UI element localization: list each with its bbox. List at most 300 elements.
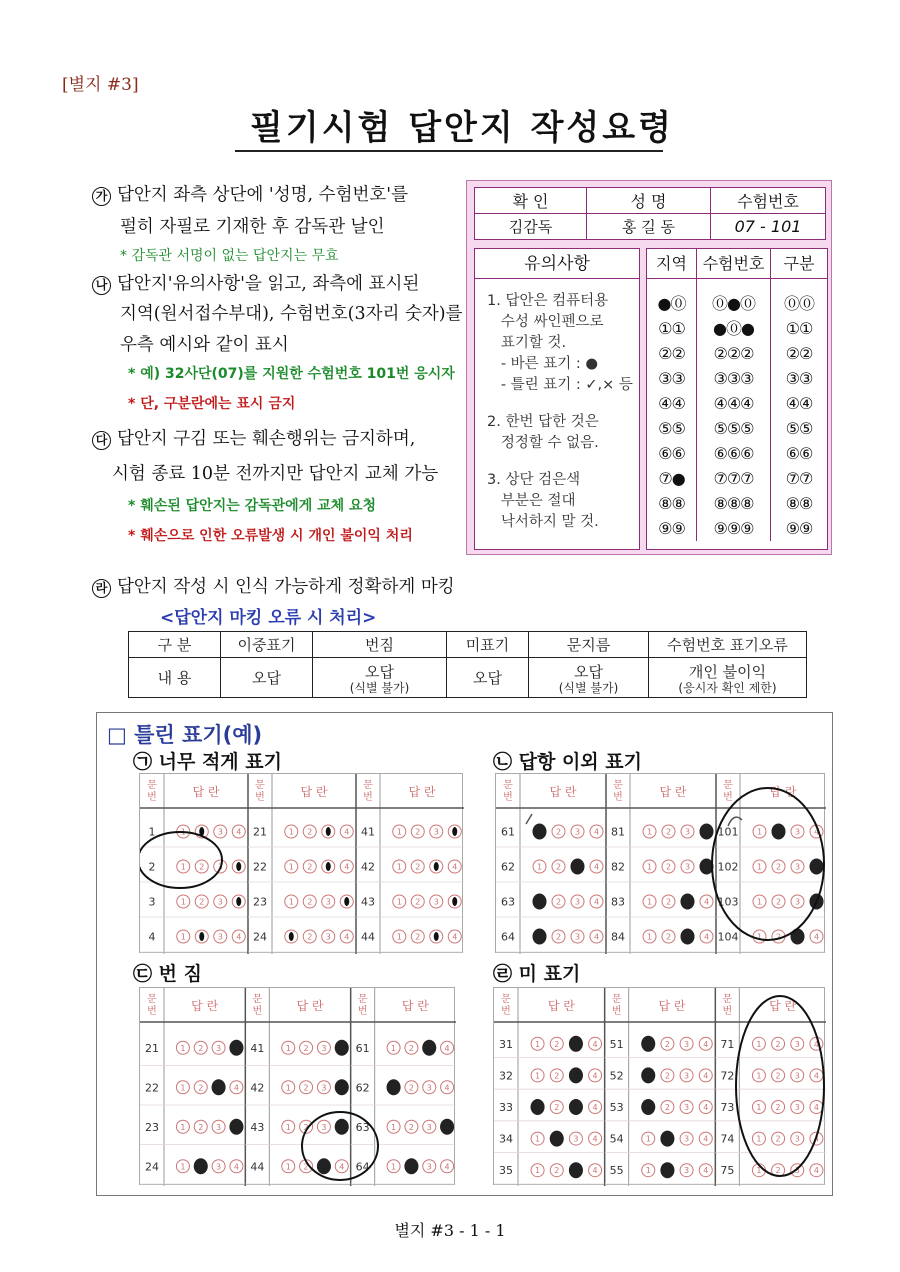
page-footer: 별지 #3 - 1 - 1 <box>394 1221 506 1240</box>
bubble-digit: 1 <box>180 897 186 907</box>
small-mark <box>326 827 331 836</box>
err-h-num: 수험번호 표기오류 <box>649 632 807 658</box>
bubble-digit: 4 <box>813 1071 819 1081</box>
bubble-digit: 3 <box>216 1043 222 1053</box>
bubble-digit: 2 <box>555 862 562 872</box>
bubble-digit: 2 <box>307 862 313 872</box>
bubble-row: ④④ <box>785 394 813 413</box>
bubble-row: ⑥⑥ <box>658 444 685 463</box>
filled-mark <box>791 929 805 945</box>
col-num-header: 문 <box>503 780 513 791</box>
err-r-rub-sub: (식별 불가) <box>558 680 619 695</box>
bubble-digit: 2 <box>554 1103 560 1112</box>
bubble-digit: 4 <box>703 1039 709 1049</box>
bubble-digit: 1 <box>391 1043 397 1053</box>
bubble-digit: 2 <box>665 897 672 907</box>
question-number: 83 <box>611 895 625 909</box>
bubble-digit: 4 <box>344 932 350 942</box>
bubble-digit: 1 <box>756 1039 762 1049</box>
filled-mark <box>229 1119 243 1135</box>
bubble-digit: 4 <box>703 1134 709 1144</box>
col-answer-header: 답 란 <box>549 785 577 799</box>
bubble-digit: 2 <box>555 932 562 942</box>
col-num-header: 문 <box>613 780 623 791</box>
small-mark <box>236 862 241 871</box>
filled-mark <box>569 1099 583 1115</box>
filled-mark <box>387 1079 401 1095</box>
bubble-digit: 3 <box>794 1039 800 1049</box>
col-num-header: 번 <box>722 1006 733 1017</box>
question-number: 104 <box>717 930 739 944</box>
filled-mark <box>681 894 695 910</box>
bubble-row: ⑨⑨ <box>658 519 685 538</box>
err-r-num-main: 개인 불이익 <box>688 662 767 681</box>
col-answer-header: 답 란 <box>191 999 219 1013</box>
notice-line: - 틀린 표기 : ✓,× 등 <box>487 377 633 393</box>
small-mark <box>236 897 241 906</box>
col-answer-header: 답 란 <box>401 999 429 1013</box>
notice-line: - 바른 표기 : ● <box>487 356 599 372</box>
filled-mark <box>810 859 824 875</box>
filled-mark <box>317 1158 331 1174</box>
bubble-digit: 1 <box>756 862 763 872</box>
bubble-digit: 2 <box>307 827 313 837</box>
bubble-row: ③③ <box>658 369 685 388</box>
question-number: 32 <box>499 1069 513 1083</box>
col-answer-header: 답 란 <box>547 999 575 1013</box>
bubble-digit: 1 <box>536 862 543 872</box>
notice-line: 표기할 것. <box>487 335 567 351</box>
error-table-caption: <답안지 마킹 오류 시 처리> <box>160 608 377 628</box>
filled-mark <box>404 1158 418 1174</box>
bubble-digit: 1 <box>756 1134 762 1144</box>
instruction-1-line2: 펄히 자필로 기재한 후 감독관 날인 <box>120 217 385 237</box>
col-answer-header: 답 란 <box>659 785 687 799</box>
bubble-digit: 2 <box>415 897 421 907</box>
small-mark <box>434 932 439 941</box>
err-h-blur: 번짐 <box>313 632 447 658</box>
question-number: 61 <box>355 1041 370 1055</box>
bubble-row: ⑥⑥⑥ <box>713 444 754 463</box>
example-unmarked-title: ㉣ 미 표기 <box>493 963 581 985</box>
question-number: 73 <box>720 1101 735 1114</box>
bubble-digit: 2 <box>303 1083 309 1093</box>
bubble-digit: 2 <box>408 1083 414 1093</box>
bubble-digit: 3 <box>217 827 223 837</box>
attachment-tag: [별지 #3] <box>62 75 139 95</box>
example-smudge-title: ㉢ 번 짐 <box>133 963 202 985</box>
filled-mark <box>641 1036 655 1052</box>
bubble-digit: 2 <box>198 1043 204 1053</box>
bubble-digit: 3 <box>321 1083 327 1093</box>
small-mark <box>326 862 331 871</box>
filled-mark <box>533 824 547 840</box>
sheet-unmarked-svg <box>494 988 826 1186</box>
small-mark <box>344 897 349 906</box>
bubble-digit: 1 <box>180 1083 186 1093</box>
bubble-digit: 4 <box>593 827 600 837</box>
bubble-digit: 2 <box>415 862 421 872</box>
filled-mark <box>772 824 786 840</box>
filled-mark <box>641 1067 655 1083</box>
bubble-digit: 1 <box>180 1122 186 1132</box>
question-number: 33 <box>499 1101 513 1114</box>
question-number: 43 <box>361 895 375 909</box>
bubble-digit: 3 <box>684 1071 690 1081</box>
sheet-outside <box>495 773 825 953</box>
question-number: 64 <box>355 1160 370 1174</box>
name-header: 성 명 <box>587 188 711 214</box>
notice-title: 유의사항 <box>475 249 639 279</box>
question-number: 82 <box>611 860 625 874</box>
err-h-dup: 이중표기 <box>221 632 313 658</box>
bubble-row: ③③③ <box>713 369 754 388</box>
bubble-digit: 3 <box>426 1162 432 1172</box>
bubble-digit: 1 <box>756 932 763 942</box>
name-value: 홍 길 동 <box>587 214 711 240</box>
bubble-digit: 2 <box>307 932 313 942</box>
bubble-digit: 1 <box>756 1103 762 1112</box>
filled-mark <box>550 1131 564 1147</box>
bubble-digit: 2 <box>554 1039 560 1049</box>
filled-mark <box>335 1079 349 1095</box>
bubble-digit: 2 <box>665 862 672 872</box>
question-number: 22 <box>253 860 267 874</box>
question-number: 52 <box>609 1069 624 1083</box>
filled-mark <box>440 1119 454 1135</box>
bubble-digit: 1 <box>535 1134 541 1144</box>
filled-mark <box>335 1040 349 1056</box>
instruction-2-note2: * 단, 구분란에는 표시 금지 <box>128 396 296 412</box>
instruction-4 <box>92 573 455 598</box>
filled-mark <box>533 929 547 945</box>
confirm-header: 확 인 <box>475 188 587 214</box>
col-answer-header: 답 란 <box>769 999 797 1013</box>
bubble-row: ⑨⑨ <box>785 519 813 538</box>
bubble-digit: 1 <box>535 1039 541 1049</box>
col-num-header: 문 <box>363 780 373 791</box>
bubble-digit: 3 <box>794 1103 800 1112</box>
bubble-digit: 3 <box>573 1134 579 1144</box>
col-answer-header: 답 란 <box>769 785 797 799</box>
bubble-digit: 2 <box>775 1039 781 1049</box>
bubble-digit: 1 <box>646 932 653 942</box>
bubble-digit: 3 <box>321 1043 327 1053</box>
bubble-digit: 1 <box>391 1122 397 1132</box>
question-number: 2 <box>148 860 156 874</box>
err-r-rub <box>529 658 649 698</box>
bubble-digit: 1 <box>535 1166 541 1176</box>
col-num-header: 번 <box>147 792 157 803</box>
region-header: 지역 <box>647 249 697 278</box>
bubble-grid <box>646 248 828 550</box>
bubble-row: ⑤⑤ <box>658 419 685 438</box>
bubble-digit: 1 <box>180 862 186 872</box>
bubble-digit: 3 <box>325 932 331 942</box>
bubble-digit: 3 <box>574 932 581 942</box>
bubble-digit: 4 <box>813 1039 819 1049</box>
instruction-2-line3: 우측 예시와 같이 표시 <box>120 335 289 355</box>
notice-box <box>474 248 640 550</box>
instruction-2-line1: 답안지'유의사항'을 읽고, 좌측에 표시된 <box>117 274 420 294</box>
bubble-digit: 4 <box>593 862 600 872</box>
question-number: 41 <box>361 825 375 839</box>
bubble-row: ⑧⑧ <box>658 494 685 513</box>
bubble-digit: 3 <box>684 827 691 837</box>
sheet-smudge-svg <box>140 988 456 1186</box>
bubble-digit: 2 <box>408 1122 414 1132</box>
bubble-digit: 3 <box>794 827 801 837</box>
col-num-header: 번 <box>613 792 623 803</box>
bubble-digit: 3 <box>217 897 223 907</box>
bubble-digit: 3 <box>216 1162 222 1172</box>
col-answer-header: 답 란 <box>658 999 686 1013</box>
bubble-digit: 2 <box>303 1162 309 1172</box>
bubble-digit: 4 <box>592 1071 598 1081</box>
question-number: 1 <box>148 825 156 839</box>
exam-number-value: 07 - 101 <box>711 214 826 240</box>
bubble-row: ⑨⑨⑨ <box>713 519 754 538</box>
question-number: 22 <box>145 1081 159 1095</box>
question-number: 72 <box>720 1069 735 1083</box>
notice-line: 3. 상단 검은색 <box>487 472 581 488</box>
question-number: 55 <box>609 1164 624 1178</box>
circle-na-icon: 나 <box>92 276 111 295</box>
bubble-digit: 1 <box>285 1083 291 1093</box>
question-number: 23 <box>253 895 267 909</box>
page-title: 필기시험 답안지 작성요령 <box>250 108 674 148</box>
bubble-digit: 2 <box>775 932 782 942</box>
bubble-digit: 1 <box>535 1071 541 1081</box>
notice-line: 수성 싸인펜으로 <box>487 314 604 330</box>
err-r-dup: 오답 <box>221 658 313 698</box>
type-header: 구분 <box>783 254 815 273</box>
bubble-digit: 4 <box>703 1071 709 1081</box>
small-mark <box>452 897 457 906</box>
omr-sample <box>466 180 832 555</box>
bubble-row: ⑤⑤⑤ <box>713 419 754 438</box>
filled-mark <box>571 859 585 875</box>
err-r-label: 내 용 <box>129 658 221 698</box>
title-underline <box>235 150 663 152</box>
col-num-header: 번 <box>357 1006 368 1017</box>
filled-mark <box>212 1079 226 1095</box>
bubble-digit: 4 <box>233 1083 239 1093</box>
bubble-digit: 3 <box>684 1166 690 1176</box>
bubble-digit: 2 <box>303 1122 309 1132</box>
bubble-digit: 4 <box>592 1134 598 1144</box>
question-number: 84 <box>611 930 625 944</box>
instruction-3-line1: 답안지 구김 또는 훼손행위는 금지하며, <box>117 429 416 449</box>
filled-mark <box>194 1158 208 1174</box>
bubble-digit: 4 <box>592 1103 598 1112</box>
bubble-digit: 1 <box>396 932 402 942</box>
question-number: 53 <box>609 1101 624 1114</box>
bubble-digit: 2 <box>665 827 672 837</box>
example-too-small-title: ㉠ 너무 적게 표기 <box>133 751 282 773</box>
bubble-digit: 3 <box>426 1122 432 1132</box>
bubble-digit: 3 <box>684 862 691 872</box>
col-num-header: 문 <box>147 994 157 1005</box>
bubble-digit: 3 <box>794 1134 800 1144</box>
bubble-digit: 4 <box>233 1162 239 1172</box>
col-num-header: 문 <box>255 780 265 791</box>
bubble-digit: 2 <box>775 862 782 872</box>
bubble-digit: 1 <box>396 862 402 872</box>
col-num-header: 문 <box>147 780 157 791</box>
question-number: 62 <box>355 1081 370 1095</box>
bubble-digit: 2 <box>775 1166 781 1176</box>
bubble-digit: 4 <box>339 1162 345 1172</box>
question-number: 35 <box>499 1164 513 1178</box>
sheet-unmarked <box>493 987 825 1185</box>
instruction-2 <box>92 270 419 295</box>
bubble-digit: 1 <box>756 897 763 907</box>
bubble-digit: 2 <box>199 862 205 872</box>
bubble-digit: 2 <box>199 897 205 907</box>
filled-mark <box>681 929 695 945</box>
example-outside-title: ㉡ 답항 이외 표기 <box>493 751 642 773</box>
instruction-3 <box>92 425 415 450</box>
bubble-row: ③③ <box>785 369 813 388</box>
small-mark <box>452 827 457 836</box>
question-number: 75 <box>720 1164 735 1178</box>
bubble-digit: 1 <box>285 1122 291 1132</box>
bubble-digit: 4 <box>813 1103 819 1112</box>
sheet-smudge <box>139 987 455 1185</box>
wrong-marking-title: □ 틀린 표기(예) <box>107 723 263 747</box>
bubble-digit: 1 <box>756 1071 762 1081</box>
instruction-2-line2: 지역(원서접수부대), 수험번호(3자리 숫자)를 <box>120 304 463 324</box>
bubble-digit: 2 <box>554 1071 560 1081</box>
bubble-row: ⑧⑧ <box>785 494 813 513</box>
bubble-digit: 1 <box>396 897 402 907</box>
bubble-digit: 4 <box>592 1166 598 1176</box>
bubble-digit: 2 <box>664 1071 670 1081</box>
filled-mark <box>335 1119 349 1135</box>
err-r-blur <box>313 658 447 698</box>
bubble-row: ④④ <box>658 394 685 413</box>
notice-line <box>487 454 639 470</box>
err-h-rub: 문지름 <box>529 632 649 658</box>
question-number: 23 <box>145 1120 159 1134</box>
region-column <box>647 279 697 541</box>
bubble-digit: 2 <box>415 827 421 837</box>
col-num-header: 번 <box>255 792 265 803</box>
question-number: 21 <box>253 825 267 839</box>
notice-line: 낙서하지 말 것. <box>487 514 599 530</box>
col-num-header: 문 <box>357 994 368 1005</box>
filled-mark <box>531 1099 545 1115</box>
bubble-digit: 4 <box>344 862 350 872</box>
bubble-row: ●⓪ <box>657 294 686 313</box>
bubble-digit: 2 <box>555 827 562 837</box>
bubble-row: ②②② <box>713 344 754 363</box>
instruction-3-line2: 시험 종료 10분 전까지만 답안지 교체 가능 <box>112 464 439 484</box>
col-num-header: 문 <box>611 994 622 1005</box>
small-mark <box>434 862 439 871</box>
err-r-blur-main: 오답 <box>365 662 394 681</box>
bubble-digit: 3 <box>684 1039 690 1049</box>
col-num-header: 문 <box>501 994 511 1005</box>
bubble-digit: 2 <box>775 1071 781 1081</box>
question-number: 44 <box>250 1160 265 1174</box>
bubble-row: ⑦● <box>658 469 685 488</box>
bubble-digit: 3 <box>574 827 581 837</box>
question-number: 61 <box>501 825 515 839</box>
bubble-digit: 2 <box>775 1103 781 1112</box>
wrong-marking-panel <box>96 712 833 1196</box>
col-num-header: 번 <box>252 1006 263 1017</box>
bubble-digit: 1 <box>180 932 186 942</box>
bubble-digit: 2 <box>664 1103 670 1112</box>
err-r-none: 오답 <box>447 658 529 698</box>
bubble-digit: 2 <box>555 897 562 907</box>
err-h-none: 미표기 <box>447 632 529 658</box>
bubble-digit: 1 <box>285 1043 291 1053</box>
confirm-value: 김감독 <box>475 214 587 240</box>
bubble-row: ⑥⑥ <box>785 444 813 463</box>
bubble-digit: 2 <box>415 932 421 942</box>
col-answer-header: 답 란 <box>300 785 328 799</box>
bubble-digit: 3 <box>794 1071 800 1081</box>
col-num-header: 번 <box>147 1006 157 1017</box>
bubble-digit: 3 <box>684 1134 690 1144</box>
bubble-digit: 1 <box>391 1162 397 1172</box>
bubble-row: ①① <box>658 319 685 338</box>
bubble-digit: 4 <box>703 1103 709 1112</box>
bubble-digit: 2 <box>307 897 313 907</box>
bubble-digit: 3 <box>433 827 439 837</box>
bubble-digit: 4 <box>452 862 458 872</box>
bubble-digit: 1 <box>396 827 402 837</box>
instruction-2-note1: * 예) 32사단(07)를 지원한 수험번호 101번 응시자 <box>128 366 455 382</box>
bubble-digit: 4 <box>236 932 242 942</box>
err-r-rub-main: 오답 <box>574 662 603 681</box>
bubble-digit: 2 <box>554 1166 560 1176</box>
bubble-digit: 4 <box>344 827 350 837</box>
err-h-category: 구 분 <box>129 632 221 658</box>
filled-mark <box>660 1162 674 1178</box>
circle-ra-icon: 라 <box>92 579 111 598</box>
notice-line: 부분은 절대 <box>487 493 576 509</box>
question-number: 31 <box>499 1037 513 1051</box>
question-number: 4 <box>148 930 156 944</box>
col-answer-header: 답 란 <box>296 999 324 1013</box>
question-number: 42 <box>361 860 375 874</box>
notice-line <box>487 396 639 412</box>
bubble-digit: 3 <box>321 1122 327 1132</box>
bubble-digit: 1 <box>645 1166 651 1176</box>
bubble-digit: 3 <box>794 862 801 872</box>
bubble-row: ⑧⑧⑧ <box>713 494 754 513</box>
bubble-digit: 4 <box>813 1166 819 1176</box>
question-number: 51 <box>609 1037 624 1051</box>
question-number: 41 <box>250 1041 265 1055</box>
bubble-digit: 2 <box>303 1043 309 1053</box>
err-r-blur-sub: (식별 불가) <box>349 680 410 695</box>
bubble-digit: 3 <box>217 862 223 872</box>
question-number: 42 <box>250 1081 265 1095</box>
col-num-header: 문 <box>252 994 263 1005</box>
filled-mark <box>700 824 714 840</box>
bubble-digit: 4 <box>703 1166 709 1176</box>
bubble-digit: 2 <box>775 897 782 907</box>
question-number: 62 <box>501 860 515 874</box>
question-number: 64 <box>501 930 515 944</box>
col-answer-header: 답 란 <box>408 785 436 799</box>
filled-mark <box>569 1067 583 1083</box>
